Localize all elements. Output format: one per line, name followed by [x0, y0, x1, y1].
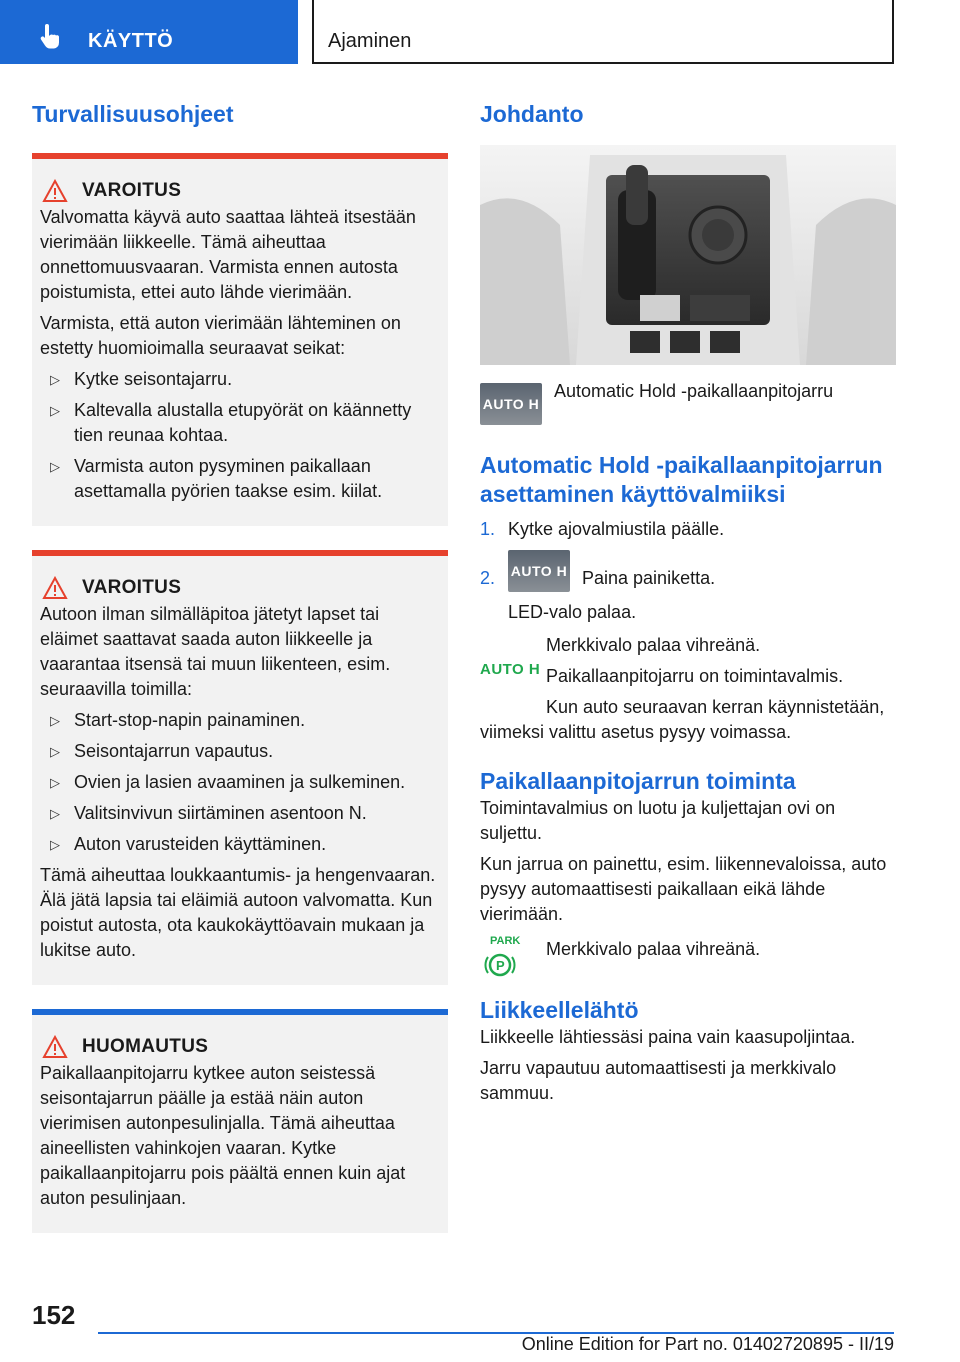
center-console-photo [480, 145, 896, 365]
svg-text:P: P [496, 958, 505, 973]
list-item: ▷ Seisontajarrun vapautus. [40, 739, 440, 764]
triangle-bullet-icon: ▷ [50, 837, 60, 852]
triangle-bullet-icon: ▷ [50, 403, 60, 418]
led-text: LED-valo palaa. [508, 602, 637, 622]
warning-box-1 [32, 153, 448, 526]
photo-caption: Automatic Hold -paikallaanpitojarru [554, 381, 834, 401]
safety-heading: Turvallisuusohjeet [32, 101, 234, 127]
triangle-bullet-icon: ▷ [50, 806, 60, 821]
list-item: ▷ Ovien ja lasien avaaminen ja sulkeminen. [40, 770, 440, 795]
pointing-hand-icon [38, 22, 66, 50]
setup-heading: Automatic Hold -paikallaanpitojarrun asettaminen käyttövalmiiksi [480, 452, 883, 507]
park-indicator-label: PARK [490, 935, 521, 947]
list-item: ▷ Valitsinvivun siirtäminen asentoon N. [40, 801, 440, 826]
triangle-bullet-icon: ▷ [50, 713, 60, 728]
indicator-text: Paikallaanpitojarru on toimintavalmis. [546, 666, 844, 686]
triangle-bullet-icon: ▷ [50, 775, 60, 790]
auto-hold-button: AUTO H [508, 550, 570, 592]
center-console-illustration [480, 145, 896, 365]
section-header [312, 0, 894, 64]
warning-title: VAROITUS [82, 577, 182, 598]
chapter-tab-label: KÄYTTÖ [88, 30, 174, 52]
auto-hold-button: AUTO H [480, 383, 542, 425]
notice-title: HUOMAUTUS [82, 1036, 209, 1057]
auto-hold-indicator-icon: AUTO H [480, 661, 541, 678]
notice-box [32, 1009, 448, 1233]
list-item: ▷ Kaltevalla alustalla etupyörät on käännetty tien reunaa kohtaa. [50, 400, 412, 445]
indicator-text: Merkkivalo palaa vihreänä. [546, 635, 761, 655]
left-column [32, 100, 448, 1233]
warning-text: Tämä aiheuttaa loukkaantumis- ja hengenvaaran. Älä jätä lapsia tai eläimiä autoon valvomatta. Kun poistut autosta, ota kaukokäyttöavain mukaan ja lukitse auto. [40, 865, 436, 960]
warning-triangle-icon [42, 1035, 68, 1059]
function-text: Kun jarrua on painettu, esim. liikennevaloissa, auto pysyy automaattisesti paikallaan eikä lähde vierimään. [480, 854, 887, 924]
triangle-bullet-icon: ▷ [50, 459, 60, 474]
warning-text: Autoon ilman silmälläpitoa jätetyt lapset tai eläimet saattavat saada auton liikkeelle ja vaarantaa itsensä tai muun liikenteen, esim. seuraavilla toimilla: [40, 604, 391, 699]
page-number: 152 [32, 1300, 76, 1330]
list-item: 2. AUTO H Paina painiketta. [480, 550, 896, 592]
warning-triangle-icon [42, 576, 68, 600]
list-item: ▷ Kytke seisontajarru. [40, 367, 440, 392]
right-column [480, 100, 896, 1112]
section-title: Ajaminen [328, 30, 412, 52]
list-item: ▷ Auton varusteiden käyttäminen. [40, 832, 440, 857]
edition-link[interactable]: Online Edition for Part no. 01402720895 - II/19 [521, 1334, 894, 1354]
function-text: Toimintavalmius on luotu ja kuljettajan ovi on suljettu. [480, 798, 836, 843]
departure-text: Liikkeelle lähtiessäsi paina vain kaasupoljintaa. [480, 1027, 856, 1047]
intro-heading: Johdanto [480, 101, 584, 127]
function-heading: Paikallaanpitojarrun toiminta [480, 768, 796, 794]
list-item: ▷ Start-stop-napin painaminen. [40, 708, 440, 733]
list-item: ▷ Varmista auton pysyminen paikallaan asettamalla pyörien taakse esim. kiilat. [50, 456, 383, 501]
departure-text: Jarru vapautuu automaattisesti ja merkkivalo sammuu. [480, 1058, 837, 1103]
restart-text: Kun auto seuraavan kerran käynnistetään, viimeksi valittu asetus pysyy voimassa. [480, 697, 885, 742]
chapter-tab[interactable] [0, 0, 298, 64]
warning-text: Varmista, että auton vierimään lähteminen on estetty huomioimalla seuraavat seikat: [40, 313, 401, 358]
warning-triangle-icon [42, 179, 68, 203]
warning-box-2 [32, 550, 448, 985]
list-item: 1. Kytke ajovalmiustila päälle. [480, 519, 725, 539]
notice-text: Paikallaanpitojarru kytkee auton seistessä seisontajarrun päälle ja estää näin auton vierimisen autonpesulinjalla. Tämä aiheuttaa aineellisten vahinkojen vaaran. Kytke paikallaanpitojarru pois päältä ennen kuin ajat auton pesulinjaan. [40, 1063, 406, 1208]
warning-text: Valvomatta käyvä auto saattaa lähteä itsestään vierimään liikkeelle. Tämä aiheuttaa onnettomuusvaaran. Varmista ennen autosta poistumista, ettei auto lähde vierimään. [40, 207, 416, 302]
park-text: Merkkivalo palaa vihreänä. [546, 939, 761, 959]
warning-title: VAROITUS [82, 180, 182, 201]
triangle-bullet-icon: ▷ [50, 744, 60, 759]
departure-heading: Liikkeellelähtö [480, 997, 639, 1023]
triangle-bullet-icon: ▷ [50, 372, 60, 387]
